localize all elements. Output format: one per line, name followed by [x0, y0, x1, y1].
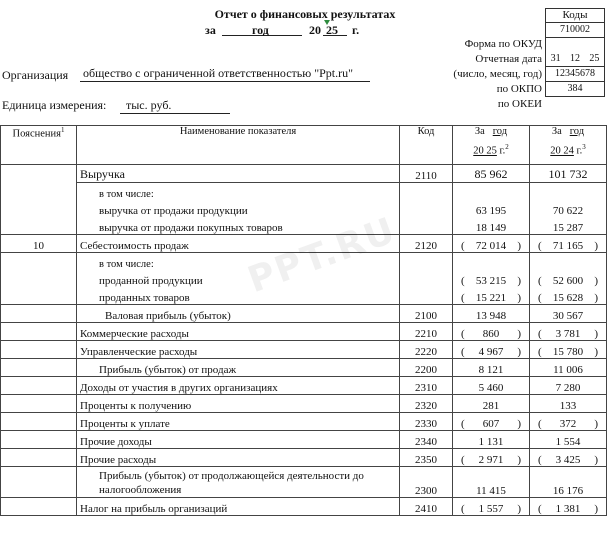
row-name: Прибыль (убыток) от продолжающейся деятельности до налогообложения [77, 467, 400, 498]
table-row: Прочие расходы 2350 ( 2 971 ) ( 3 425 ) [1, 449, 607, 467]
table-row: Выручка 2110 85 962 101 732 [1, 165, 607, 183]
okei-code: 384 [546, 82, 604, 97]
okei-label: по ОКЕИ [497, 98, 542, 110]
row-name: в том числе: [77, 183, 400, 201]
codes-heading: Коды [545, 8, 605, 23]
row-name: проданной продукции [77, 270, 400, 287]
header-previous-period: За год 20 24 г.$^3$ [530, 126, 607, 165]
table-row: Доходы от участия в других организациях 2310 5 460 7 280 [1, 377, 607, 395]
table-row: Прибыль (убыток) от продаж 2200 8 121 11 006 [1, 359, 607, 377]
watermark: PPT.RU [242, 209, 402, 302]
row-name: Проценты к уплате [77, 413, 400, 431]
okpo-label: по ОКПО [496, 83, 542, 95]
period-word: год [252, 23, 269, 37]
row-name: в том числе: [77, 253, 400, 271]
table-row: 10 Себестоимость продаж 2120 ( 72 014 ) ( 71 165 ) [1, 235, 607, 253]
organization-label: Организация [2, 68, 69, 82]
table-row: Налог на прибыль организаций 2410 ( 1 557 ) ( 1 381 ) [1, 498, 607, 516]
row-name: Коммерческие расходы [77, 323, 400, 341]
date-year: 25 [589, 53, 600, 64]
codes-box [545, 22, 605, 97]
table-row: Прочие доходы 2340 1 131 1 554 [1, 431, 607, 449]
table-row: проданных товаров ( 15 221 ) ( 15 628 ) [1, 287, 607, 305]
header-notes: Пояснения$^1$ [1, 126, 77, 165]
row-name: выручка от продажи продукции [77, 200, 400, 217]
table-row: Валовая прибыль (убыток) 2100 13 948 30 567 [1, 305, 607, 323]
checkmark-icon [324, 20, 330, 25]
date-day: 31 [550, 53, 561, 64]
okud-code: 710002 [546, 23, 604, 38]
table-row: Проценты к получению 2320 281 133 [1, 395, 607, 413]
organization-underline [80, 81, 370, 82]
report-title: Отчет о финансовых результатах [214, 7, 396, 21]
report-date-label: Отчетная дата [475, 53, 542, 65]
table-row [1, 183, 607, 201]
header-name: Наименование показателя [77, 126, 400, 165]
header-current-period: За год 20 25 г.$^2$ [453, 126, 530, 165]
year-suffix: 25 [326, 23, 338, 37]
table-row: Управленческие расходы 2220 ( 4 967 ) ( 15 780 ) [1, 341, 607, 359]
organization-name: общество с ограниченной ответственностью "Ppt.ru" [83, 66, 354, 80]
row-name: проданных товаров [77, 287, 400, 305]
row-name: Управленческие расходы [77, 341, 400, 359]
year-prefix: 20 [309, 23, 321, 37]
unit-underline [120, 113, 230, 114]
table-row: Прибыль (убыток) от продолжающейся деятельности до налогообложения 2300 11 415 16 176 [1, 467, 607, 498]
unit-label: Единица измерения: [2, 98, 107, 112]
table-row: проданной продукции ( 53 215 ) ( 52 600 ) [1, 270, 607, 287]
period-prefix: за [205, 23, 216, 37]
row-name: выручка от продажи покупных товаров [77, 217, 400, 235]
row-name: Выручка [77, 165, 400, 183]
row-name: Валовая прибыль (убыток) [77, 305, 400, 323]
row-name: Налог на прибыль организаций [77, 498, 400, 516]
table-row: выручка от продажи продукции 63 195 70 622 [1, 200, 607, 217]
row-name: Себестоимость продаж [77, 235, 400, 253]
row-name: Прибыль (убыток) от продаж [77, 359, 400, 377]
table-row: Коммерческие расходы 2210 ( 860 ) ( 3 781 ) [1, 323, 607, 341]
table-row: выручка от продажи покупных товаров 18 149 15 287 [1, 217, 607, 235]
date-format-label: (число, месяц, год) [453, 68, 542, 80]
date-cell [546, 38, 604, 67]
unit-value: тыс. руб. [126, 98, 172, 112]
financial-results-table [0, 125, 607, 516]
row-name: Прочие доходы [77, 431, 400, 449]
row-name: Прочие расходы [77, 449, 400, 467]
row-name: Доходы от участия в других организациях [77, 377, 400, 395]
date-month: 12 [569, 53, 580, 64]
okud-label: Форма по ОКУД [464, 38, 542, 50]
year-unit: г. [352, 23, 360, 37]
table-header-row [1, 126, 607, 165]
table-row: Проценты к уплате 2330 ( 607 ) ( 372 ) [1, 413, 607, 431]
header-code: Код [400, 126, 453, 165]
row-name: Проценты к получению [77, 395, 400, 413]
okpo-code: 12345678 [546, 67, 604, 82]
